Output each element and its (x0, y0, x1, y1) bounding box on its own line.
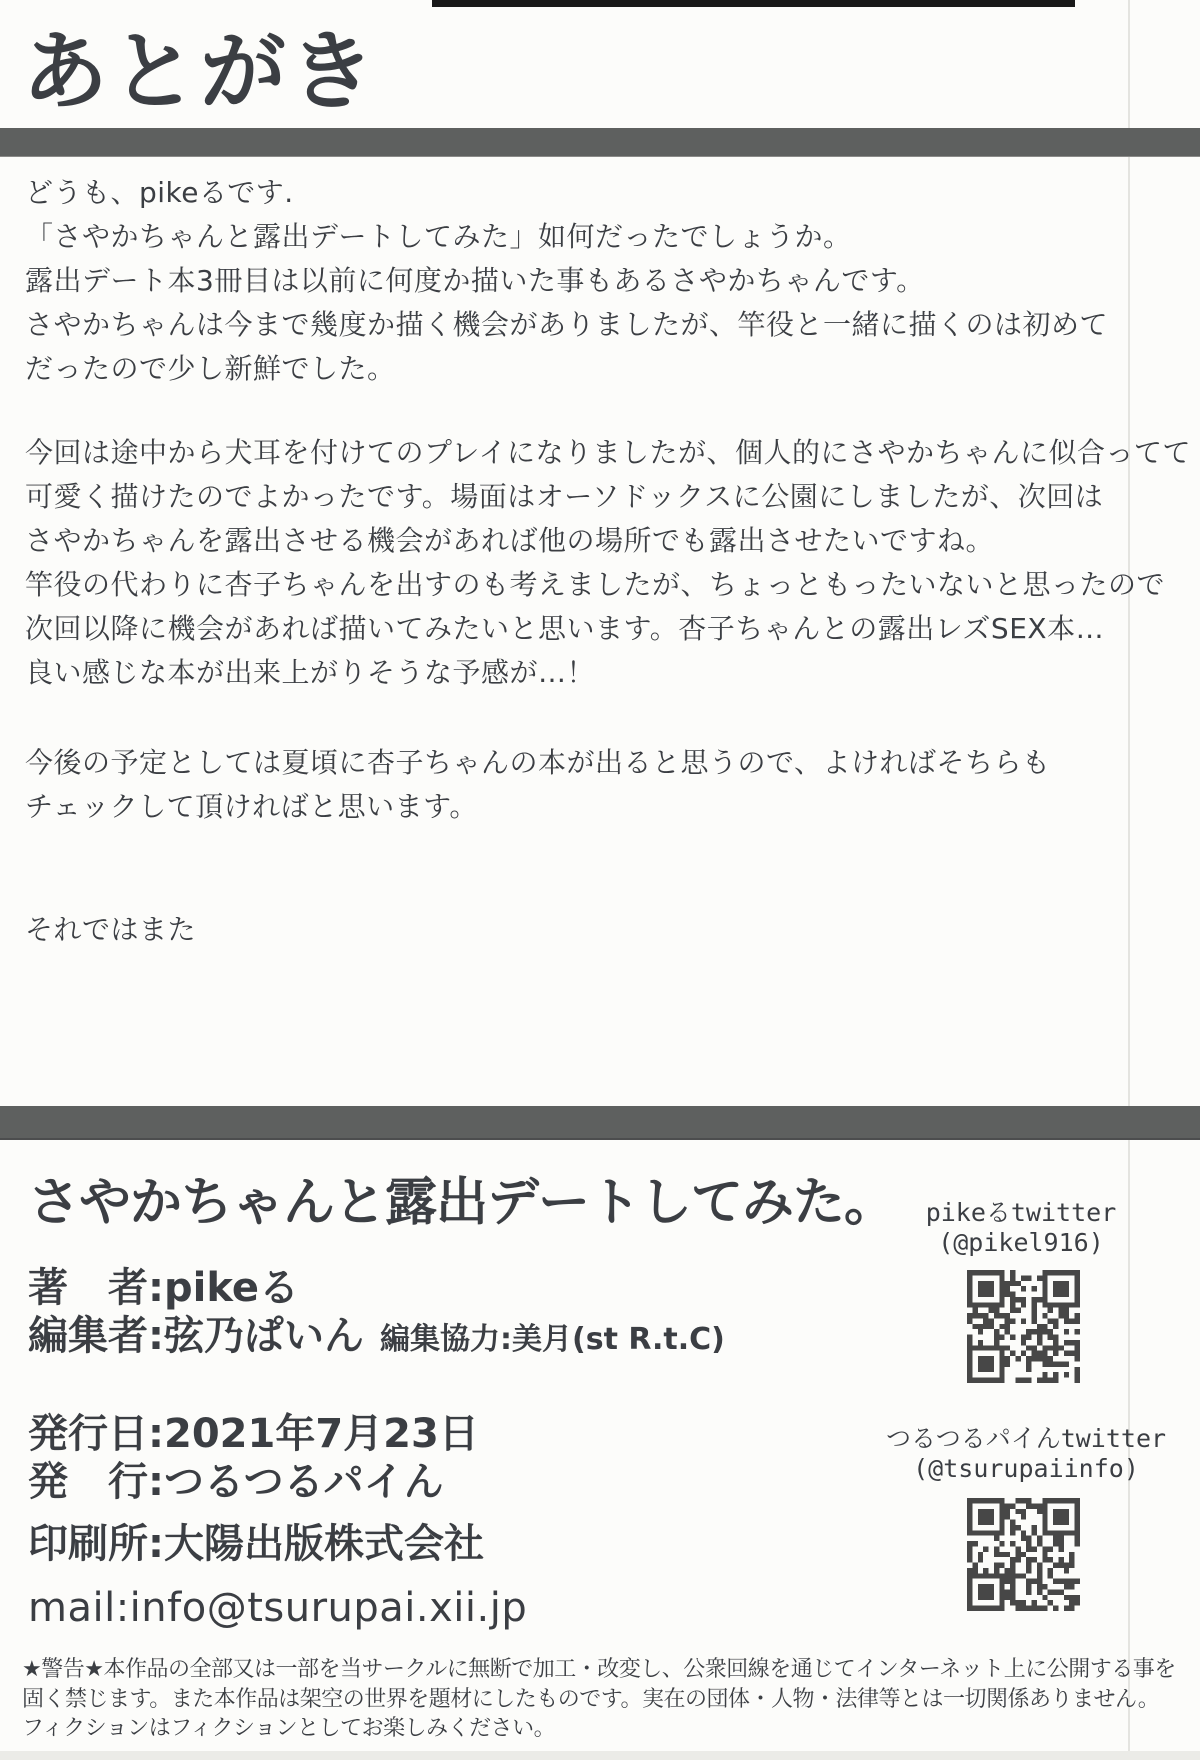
publisher-line: 発 行:つるつるパイん (28, 1459, 444, 1505)
closing-line: それではまた (25, 913, 197, 946)
body-line: どうも、pikeるです. (25, 176, 294, 209)
body-line: 良い感じな本が出来上がりそうな予感が…！ (25, 656, 596, 689)
warning-line: 固く禁じます。また本作品は架空の世界を題材にしたものです。実在の団体・人物・法律等とは一切関係ありません。 (22, 1686, 1160, 1712)
warning-line: ★警告★本作品の全部又は一部を当サークルに無断で加工・改変し、公衆回線を通じてインターネット上に公開する事を (22, 1657, 1176, 1682)
twitter-label-tsurupai (836, 1424, 1200, 1484)
twitter-handle: (@tsurupaiinfo) (913, 1454, 1139, 1483)
body-line: チェックして頂ければと思います。 (25, 790, 478, 823)
twitter-label-pikeru (836, 1198, 1200, 1258)
publish-date-line: 発行日:2021年7月23日 (28, 1411, 479, 1457)
warning-line: フィクションはフィクションとしてお楽しみください。 (22, 1716, 556, 1741)
body-line: 露出デート本3冊目は以前に何度か描いた事もあるさやかちゃんです。 (25, 264, 925, 297)
editor-line: 編集者:弦乃ぱいん 編集協力:美月(st R.t.C) (28, 1313, 725, 1359)
twitter-name: pikeるtwitter (925, 1198, 1117, 1227)
body-line: 竿役の代わりに杏子ちゃんを出すのも考えましたが、ちょっともったいないと思ったので (25, 568, 1166, 601)
book-title: さやかちゃんと露出デートしてみた。 (28, 1173, 896, 1233)
qr-code-tsurupai (967, 1498, 1080, 1611)
body-line: 今後の予定としては夏頃に杏子ちゃんの本が出ると思うので、よければそちらも (25, 746, 1051, 779)
afterword-paragraph-2 (25, 431, 1191, 695)
scan-top-black-strip (432, 0, 1075, 7)
twitter-name: つるつるパイんtwitter (885, 1424, 1167, 1453)
mail-line: mail:info@tsurupai.xii.jp (28, 1585, 528, 1631)
body-line: さやかちゃんを露出させる機会があれば他の場所でも露出させたいですね。 (25, 524, 995, 557)
afterword-paragraph-1 (25, 171, 1175, 391)
body-line: 今回は途中から犬耳を付けてのプレイになりましたが、個人的にさやかちゃんに似合ってて (25, 436, 1191, 469)
qr-code-pikeru (967, 1270, 1080, 1383)
warning-text (22, 1655, 1188, 1744)
body-line: 「さやかちゃんと露出デートしてみた」如何だったでしょうか。 (25, 220, 852, 253)
printer-line: 印刷所:大陽出版株式会社 (28, 1521, 484, 1567)
divider-bar-top (0, 128, 1200, 156)
scan-bottom-strip (0, 1751, 1200, 1760)
page-title: あとがき (22, 22, 378, 122)
body-line: 可愛く描けたのでよかったです。場面はオーソドックスに公園にしましたが、次回は (25, 480, 1104, 513)
body-line: さやかちゃんは今まで幾度か描く機会がありましたが、竿役と一緒に描くのは初めて (25, 308, 1109, 341)
afterword-paragraph-3 (25, 741, 1175, 829)
author-line: 著 者:pikeる (28, 1265, 299, 1311)
twitter-handle: (@pikel916) (938, 1228, 1104, 1257)
body-line: だったので少し新鮮でした。 (25, 352, 396, 385)
editor-support: 編集協力:美月(st R.t.C) (380, 1322, 725, 1357)
divider-bar-bottom (0, 1106, 1200, 1140)
body-line: 次回以降に機会があれば描いてみたいと思います。杏子ちゃんとの露出レズSEX本… (25, 612, 1105, 645)
